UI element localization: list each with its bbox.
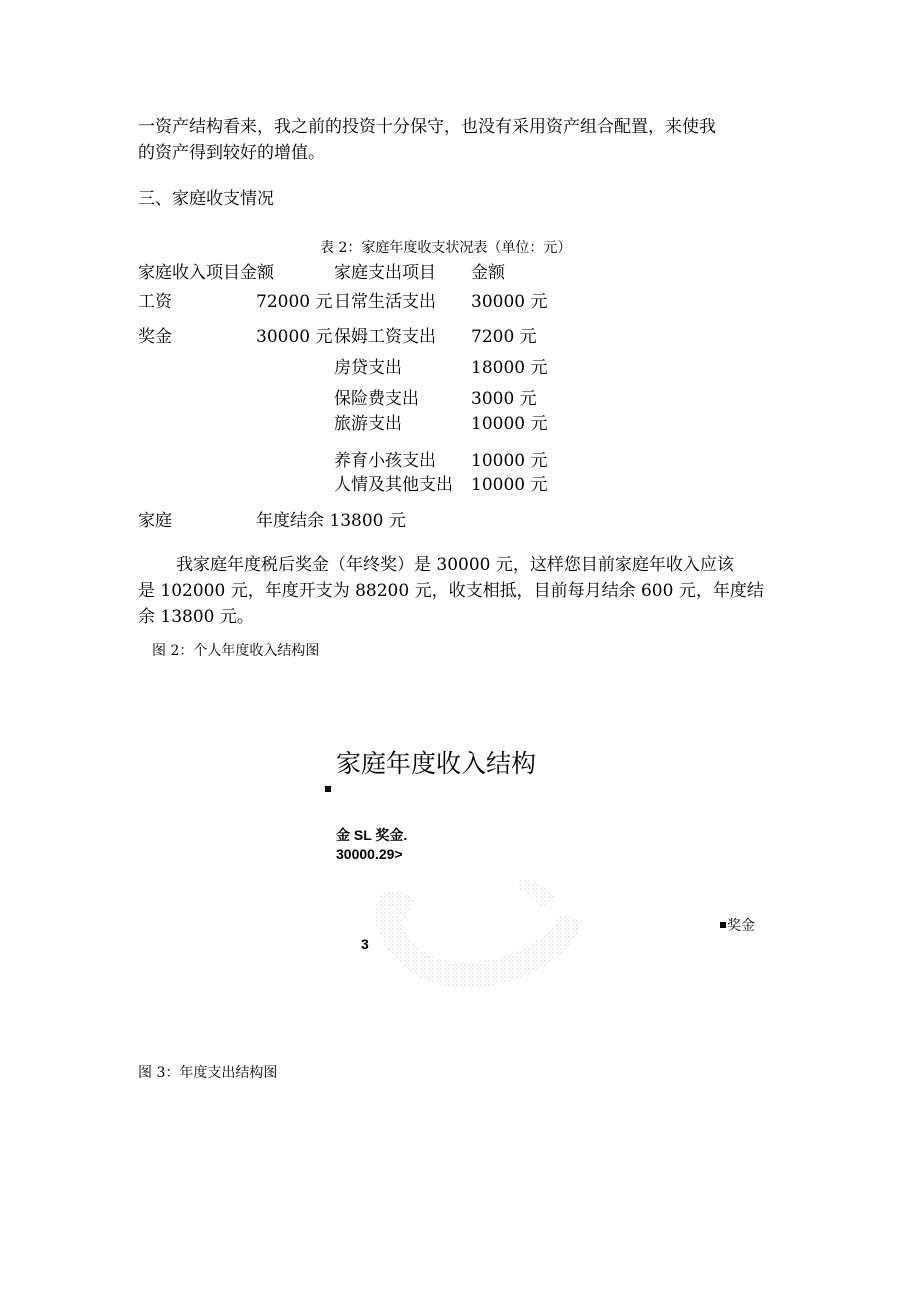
income-item: 工资	[138, 292, 172, 312]
intro-line-2: 的资产得到较好的增值。	[138, 143, 325, 163]
footer-label: 家庭	[138, 511, 172, 531]
figure2-caption: 图 2：个人年度收入结构图	[152, 643, 320, 659]
expense-item: 旅游支出	[334, 414, 402, 434]
chart-data-label-line-2: 30000.29>	[336, 846, 403, 862]
header-expense-amount: 金额	[471, 263, 505, 283]
expense-item: 日常生活支出	[334, 292, 436, 312]
expense-amount: 30000 元	[471, 292, 548, 312]
expense-amount: 10000 元	[471, 475, 548, 495]
expense-amount: 10000 元	[471, 414, 548, 434]
paragraph-line-1: 我家庭年度税后奖金（年终奖）是 30000 元，这样您目前家庭年收入应该	[176, 555, 734, 575]
paragraph-line-2: 是 102000 元，年度开支为 88200 元，收支相抵，目前每月结余 600 元，年度结	[138, 581, 764, 601]
expense-item: 养育小孩支出	[334, 451, 436, 471]
header-expense-item: 家庭支出项目	[334, 263, 436, 283]
legend-label: 奖金	[727, 918, 755, 934]
table-caption: 表 2：家庭年度收支状况表（单位：元）	[320, 240, 572, 256]
paragraph-line-3: 余 13800 元。	[138, 607, 254, 627]
intro-line-1: 一资产结构看来，我之前的投资十分保守，也没有采用资产组合配置，来使我	[138, 117, 716, 137]
header-income-item-amount: 家庭收入项目金额	[138, 263, 274, 283]
figure3-caption: 图 3：年度支出结构图	[138, 1065, 278, 1081]
expense-item: 保姆工资支出	[334, 327, 436, 347]
chart-marker	[325, 786, 331, 792]
section-heading: 三、家庭收支情况	[138, 189, 274, 209]
pie-slice-faded-top	[518, 878, 555, 908]
expense-amount: 7200 元	[471, 327, 537, 347]
footer-balance: 年度结余 13800 元	[256, 511, 406, 531]
pie-chart-faded	[360, 860, 600, 1000]
legend-swatch-icon	[720, 922, 726, 928]
expense-amount: 18000 元	[471, 358, 548, 378]
income-amount: 72000 元	[256, 292, 333, 312]
chart-title: 家庭年度收入结构	[336, 749, 537, 778]
chart-side-label: 3	[361, 936, 369, 952]
chart-data-label-line-1: 金 SL 奖金.	[336, 827, 408, 843]
expense-item: 房贷支出	[334, 358, 402, 378]
chart-legend-item	[720, 915, 755, 935]
expense-item: 保险费支出	[334, 389, 419, 409]
income-amount: 30000 元	[256, 327, 333, 347]
expense-amount: 3000 元	[471, 389, 537, 409]
expense-item: 人情及其他支出	[334, 475, 453, 495]
income-item: 奖金	[138, 327, 172, 347]
expense-amount: 10000 元	[471, 451, 548, 471]
